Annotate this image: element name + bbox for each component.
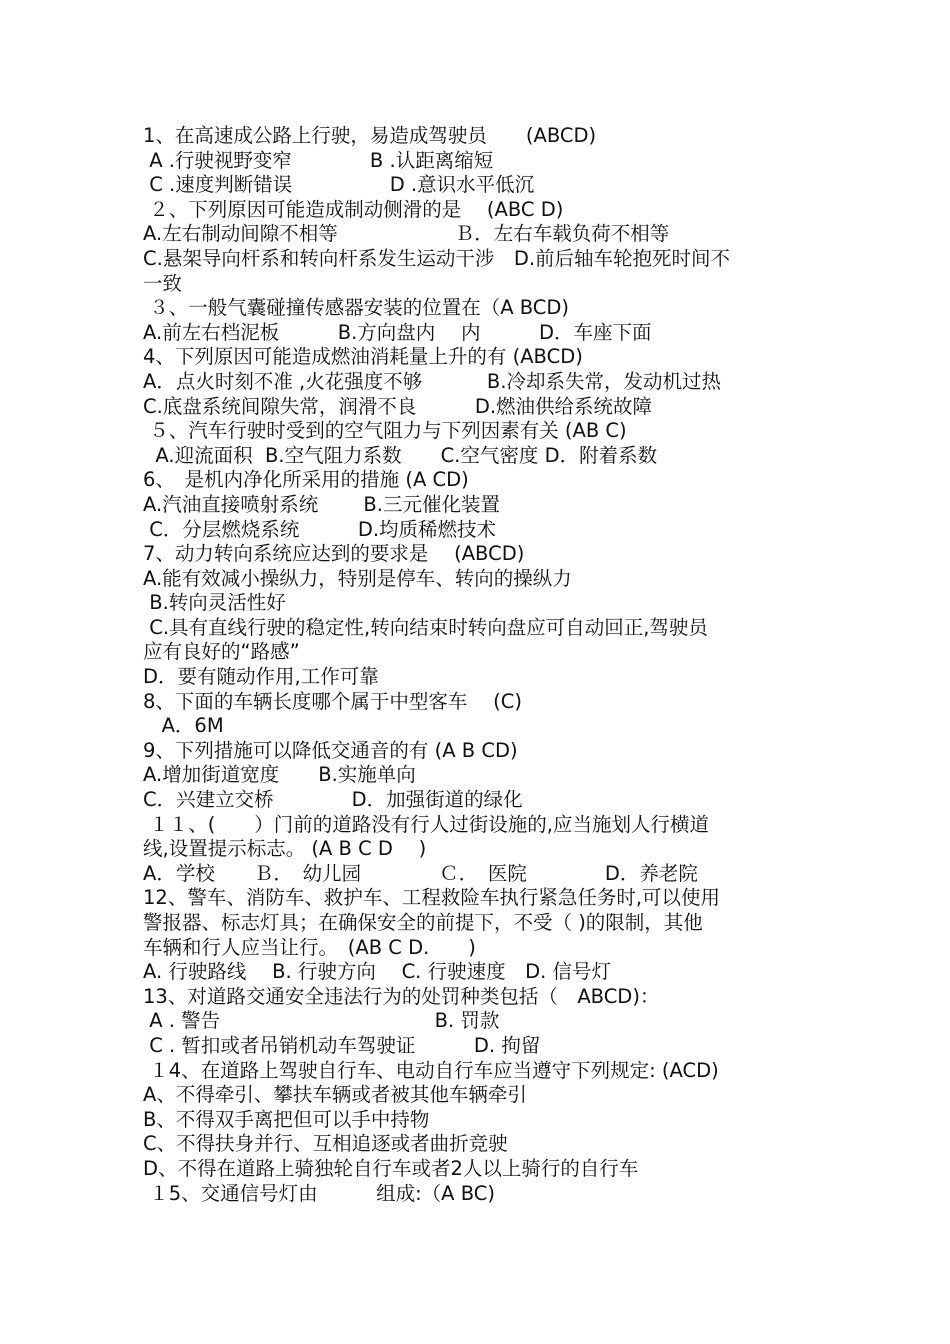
text-line: C.悬架导向杆系和转向杆系发生运动干涉 D.前后轴车轮抱死时间不 xyxy=(143,246,731,270)
text-line: A.左右制动间隙不相等 Ｂ．左右车载负荷不相等 xyxy=(143,222,670,246)
text-line: C、不得扶身并行、互相追逐或者曲折竞驶 xyxy=(143,1132,508,1156)
text-line: B、不得双手离把但可以手中持物 xyxy=(143,1107,430,1131)
text-line: 一致 xyxy=(143,271,183,295)
text-line: C .速度判断错误 D .意识水平低沉 xyxy=(143,173,535,197)
text-line: ２、下列原因可能造成制动侧滑的是 (ABC D) xyxy=(143,197,564,221)
text-line: A .行驶视野变窄 B .认距离缩短 xyxy=(143,148,494,172)
text-line: １5、交通信号灯由 组成:（A BC) xyxy=(143,1181,495,1205)
text-line: B.转向灵活性好 xyxy=(143,591,286,615)
text-line: 6、 是机内净化所采用的措施 (A CD) xyxy=(143,468,469,492)
text-line: 8、下面的车辆长度哪个属于中型客车 (C) xyxy=(143,689,522,713)
text-line: C.具有直线行驶的稳定性,转向结束时转向盘应可自动回正,驾驶员 xyxy=(143,615,708,639)
text-line: A、不得牵引、攀扶车辆或者被其他车辆牵引 xyxy=(143,1083,527,1107)
text-line: ５、汽车行驶时受到的空气阻力与下列因素有关 (AB C) xyxy=(143,419,627,443)
text-line: 13、对道路交通安全违法行为的处罚种类包括（ ABCD)： xyxy=(143,984,660,1008)
text-line: A．学校 Ｂ． 幼儿园 Ｃ． 医院 D．养老院 xyxy=(143,861,698,885)
text-line: 9、下列措施可以降低交通音的有 (A B CD) xyxy=(143,738,518,762)
text-line: 4、下列原因可能造成燃油消耗量上升的有 (ABCD) xyxy=(143,345,583,369)
text-line: A.能有效减小操纵力，特别是停车、转向的操纵力 xyxy=(143,566,572,590)
text-line: 1、在高速成公路上行驶，易造成驾驶员 (ABCD) xyxy=(143,124,597,147)
text-line: A.增加街道宽度 B.实施单向 xyxy=(143,763,416,787)
text-line: １4、在道路上驾驶自行车、电动自行车应当遵守下列规定: (ACD) xyxy=(143,1058,719,1082)
text-line: C . 暂扣或者吊销机动车驾驶证 D. 拘留 xyxy=(143,1033,541,1057)
text-line: A. 行驶路线 B. 行驶方向 C. 行驶速度 D. 信号灯 xyxy=(143,960,611,984)
text-line: C．分层燃烧系统 D.均质稀燃技术 xyxy=(143,517,497,541)
text-line: A.前左右档泥板 B.方向盘内 内 D．车座下面 xyxy=(143,320,652,344)
question-text-block xyxy=(143,124,818,1206)
text-line: D、不得在道路上骑独轮自行车或者2人以上骑行的自行车 xyxy=(143,1156,639,1180)
text-line: A.迎流面积 B.空气阻力系数 C.空气密度 D．附着系数 xyxy=(143,443,658,467)
text-line: １１、( ）门前的道路没有行人过街设施的,应当施划人行横道 xyxy=(143,812,710,836)
text-line: 线,设置提示标志。 (A B C D ) xyxy=(143,837,427,861)
text-line: A.汽油直接喷射系统 B.三元催化装置 xyxy=(143,492,500,516)
text-line: A．6M xyxy=(143,714,224,738)
text-line: 警报器、标志灯具；在确保安全的前提下，不受（ )的限制，其他 xyxy=(143,911,703,934)
text-line: 应有良好的“路感” xyxy=(143,640,300,664)
text-line: C.底盘系统间隙失常，润滑不良 D.燃油供给系统故障 xyxy=(143,394,653,418)
text-line: 7、动力转向系统应达到的要求是 (ABCD) xyxy=(143,542,525,566)
text-line: ３、一般气囊碰撞传感器安装的位置在（A BCD) xyxy=(143,296,570,320)
text-line: A . 警告 B. 罚款 xyxy=(143,1009,500,1033)
text-line: C．兴建立交桥 D．加强街道的绿化 xyxy=(143,788,523,812)
text-line: D．要有随动作用,工作可靠 xyxy=(143,665,379,689)
text-line: 12、警车、消防车、救护车、工程救险车执行紧急任务时,可以使用 xyxy=(143,886,721,910)
text-line: A．点火时刻不准 ,火花强度不够 B.冷却系失常，发动机过热 xyxy=(143,369,722,393)
text-line: 车辆和行人应当让行。 (AB C D. ) xyxy=(143,935,476,959)
